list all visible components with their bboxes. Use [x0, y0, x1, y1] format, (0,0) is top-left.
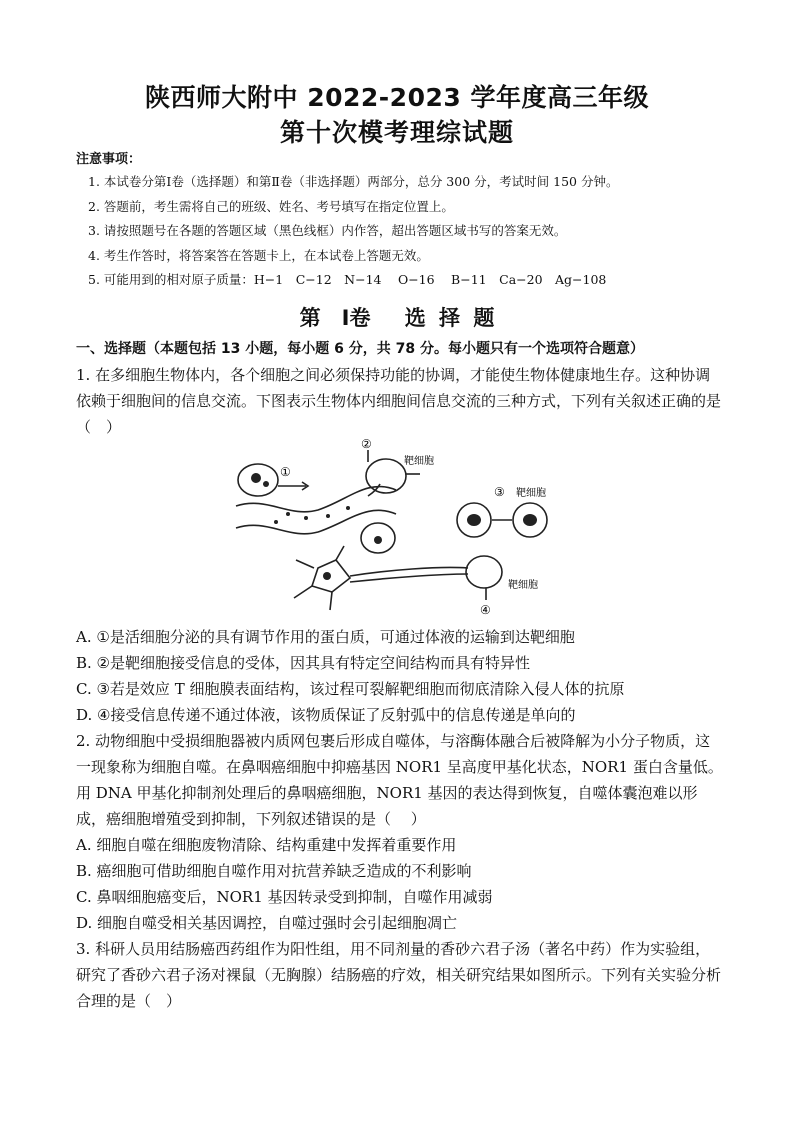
label-3: ③	[494, 485, 505, 499]
question-2-stem: 2. 动物细胞中受损细胞器被内质网包裹后形成自噬体，与溶酶体融合后被降解为小分子物质，这一现象称为细胞自噬。在鼻咽癌细胞中抑癌基因 NOR1 呈高度甲基化状态，NOR1 蛋白含量低。用 DNA 甲基化抑制剂处理后的鼻咽癌细胞，NOR1 基因的表达得到恢复，自噬体囊泡难以形成，癌细胞增殖受到抑制，下列叙述错误的是（ ）	[76, 732, 723, 828]
notice-item: 1. 本试卷分第Ⅰ卷（选择题）和第Ⅱ卷（非选择题）两部分，总分 300 分，考试时间 150 分钟。	[88, 174, 619, 189]
target-label-a: 靶细胞	[404, 456, 434, 467]
q1-option-c: C. ③若是效应 T 细胞膜表面结构，该过程可裂解靶细胞而彻底清除入侵人体的抗原	[76, 680, 625, 698]
target-cell-neuron	[466, 556, 502, 588]
label-4: ④	[480, 603, 491, 617]
question-1-stem: 1. 在多细胞生物体内，各个细胞之间必须保持功能的协调，才能使生物体健康地生存。这种协调依赖于细胞间的信息交流。下图表示生物体内细胞间信息交流的三种方式，下列有关叙述正确的是（ ）	[76, 366, 722, 436]
notice-heading: 注意事项：	[76, 152, 142, 167]
q2-option-a: A. 细胞自噬在细胞废物清除、结构重建中发挥着重要作用	[76, 836, 457, 854]
cell-signaling-figure	[218, 438, 586, 618]
section-heading: 一、选择题（本题包括 13 小题，每小题 6 分，共 78 分。每小题只有一个选项符合题意）	[76, 341, 644, 357]
q1-option-a: A. ①是活细胞分泌的具有调节作用的蛋白质，可通过体液的运输到达靶细胞	[76, 628, 575, 646]
label-1: ①	[280, 465, 291, 479]
q2-option-c: C. 鼻咽细胞癌变后，NOR1 基因转录受到抑制，自噬作用减弱	[76, 888, 493, 906]
label-2: ②	[361, 438, 372, 451]
target-label-b: 靶细胞	[516, 488, 546, 499]
notice-item: 4. 考生作答时，将答案答在答题卡上，在本试卷上答题无效。	[88, 247, 429, 263]
q1-option-d: D. ④接受信息传递不通过体液，该物质保证了反射弧中的信息传递是单向的	[76, 706, 576, 724]
question-3-stem: 3. 科研人员用结肠癌西药组作为阳性组，用不同剂量的香砂六君子汤（著名中药）作为实验组，研究了香砂六君子汤对裸鼠（无胸腺）结肠癌的疗效，相关研究结果如图所示。下列有关实验分析合理的是（ ）	[76, 940, 722, 1010]
notice-item: 3. 请按照题号在各题的答题区域（黑色线框）内作答，超出答题区域书写的答案无效。	[88, 223, 567, 238]
notice-list	[88, 170, 768, 293]
section-title: 第 Ⅰ卷 选 择 题	[299, 306, 495, 330]
exam-title: 陕西师大附中 2022-2023 学年度高三年级	[145, 83, 649, 112]
q1-option-b: B. ②是靶细胞接受信息的受体，因其具有特定空间结构而具有特异性	[76, 654, 531, 672]
target-label-c: 靶细胞	[508, 580, 538, 591]
target-cell-a	[366, 459, 406, 493]
notice-item: 5. 可能用到的相对原子质量：H−1 C−12 N−14 O−16 B−11 Ca−20 Ag−108	[88, 272, 607, 287]
q2-option-d: D. 细胞自噬受相关基因调控，自噬过强时会引起细胞凋亡	[76, 914, 458, 932]
notice-item: 2. 答题前，考生需将自己的班级、姓名、考号填写在指定位置上。	[88, 198, 454, 214]
exam-subtitle: 第十次模考理综试题	[279, 118, 514, 147]
q2-option-b: B. 癌细胞可借助细胞自噬作用对抗营养缺乏造成的不利影响	[76, 862, 472, 880]
